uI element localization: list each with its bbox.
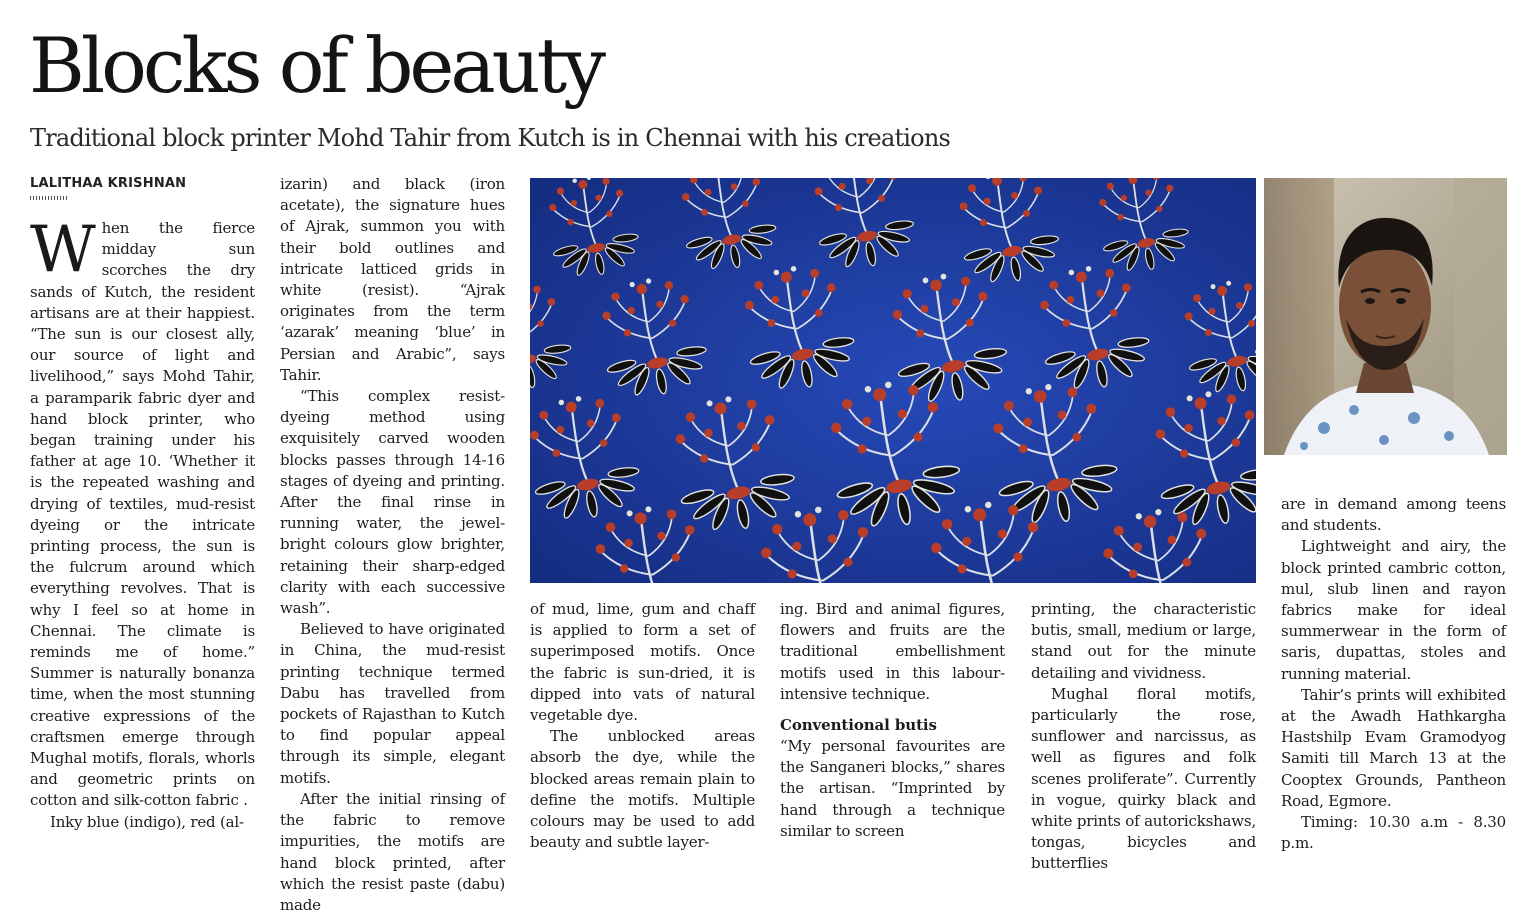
- paragraph-6-start: The unblocked areas absorb the dye, while the blocked areas remain plain to define the motifs. Multiple colours may be used to add beauty and subtle layer-: [530, 727, 755, 852]
- subheading: Conventional butis: [780, 716, 937, 735]
- paragraph-11: Timing: 10.30 a.m - 8.30 p.m.: [1281, 813, 1506, 853]
- fabric-photo: [530, 178, 1256, 583]
- byline-rule: [30, 196, 68, 200]
- portrait-image: [1264, 178, 1507, 455]
- paragraph-5-start: After the initial rinsing of the fabric to remove impurities, the motifs are hand block printed, after which the resist paste (dabu) made: [280, 789, 505, 914]
- deck: Traditional block printer Mohd Tahir from Kutch is in Chennai with his creations: [30, 124, 951, 152]
- paragraph-5-cont: of mud, lime, gum and chaff is applied to form a set of superimposed motifs. Once the fabric is sun-dried, it is dipped into vats of natural vegetable dye.: [530, 600, 755, 725]
- paragraph-2-cont: izarin) and black (iron acetate), the signature hues of Ajrak, summon you with their bold outlines and intricate latticed grids in white (resist). “Ajrak originates from the term ‘azarak’ meaning ‘blue’ in Persian and Arabic”, says Tahir.: [280, 175, 505, 384]
- article-column-1: [30, 213, 255, 833]
- paragraph-6-cont: ing. Bird and animal figures, flowers and fruits are the traditional embellishment motifs used in this labour-intensive technique.: [780, 600, 1005, 703]
- paragraph-8-cont: are in demand among teens and students.: [1281, 495, 1506, 535]
- paragraph-7-cont: printing, the characteristic butis, small, medium or large, stand out for the minute detailing and vividness.: [1031, 600, 1256, 682]
- headline: Blocks of beauty: [29, 21, 603, 110]
- paragraph-7-start: “My personal favourites are the Sanganeri blocks,” shares the artisan. “Imprinted by hand through a technique similar to screen: [780, 737, 1005, 840]
- paragraph-4: Believed to have originated in China, the mud-resist printing technique termed Dabu has travelled from pockets of Rajasthan to Kutch to find popular appeal through its simple, elegant motifs.: [280, 620, 505, 787]
- article-column-6: [1281, 494, 1506, 854]
- fabric-print-image: [530, 178, 1256, 583]
- paragraph-8-start: Mughal floral motifs, particularly the rose, sunflower and narcissus, as well as figures and folk scenes proliferate”. Currently in vogue, quirky black and white prints of autorickshaws, tongas, bicycles and butterflies: [1031, 684, 1256, 873]
- paragraph-3: “This complex resist-dyeing method using exquisitely carved wooden blocks passes through 14-16 stages of dyeing and printing. After the final rinse in running water, the jewel-bright colours glow brighter, retaining their sharp-edged clarity with each successive wash”.: [280, 387, 505, 618]
- article-column-3: [530, 599, 755, 853]
- paragraph-1-text: hen the fierce midday sun scorches the dry sands of Kutch, the resident artisans are at their happiest. “The sun is our closest ally, our source of light and livelihood,” says Mohd Tahir, a paramparik fabric dyer and hand block printer, who began training under his father at age 10. ‘Whether it is the repeated washing and drying of textiles, mud-resist dyeing or the intricate printing process, the sun is the fulcrum around which everything revolves. That is why I feel so at home in Chennai. The climate is reminds me of home.” Summer is naturally bonanza time, when the most stunning creative expressions of the craftsmen emerge through Mughal motifs, florals, whorls and geometric prints on cotton and silk-cotton fabric .: [30, 219, 255, 810]
- article-column-5: [1031, 599, 1256, 875]
- byline: LALITHAA KRISHNAN: [30, 176, 187, 191]
- paragraph-2-start: Inky blue (indigo), red (al-: [50, 812, 244, 831]
- article-column-4: [780, 599, 1005, 842]
- drop-cap: W: [30, 213, 96, 287]
- article-column-2: [280, 174, 505, 916]
- paragraph-1: [30, 213, 255, 812]
- paragraph-10: Tahir’s prints will exhibited at the Awadh Hathkargha Hastshilp Evam Gramodyog Samiti till March 13 at the Cooptex Grounds, Pantheon Road, Egmore.: [1281, 685, 1506, 810]
- paragraph-9: Lightweight and airy, the block printed cambric cotton, mul, slub linen and rayon fabrics make for ideal summerwear in the form of saris, dupattas, stoles and running material.: [1281, 537, 1506, 683]
- portrait-photo: [1264, 178, 1507, 455]
